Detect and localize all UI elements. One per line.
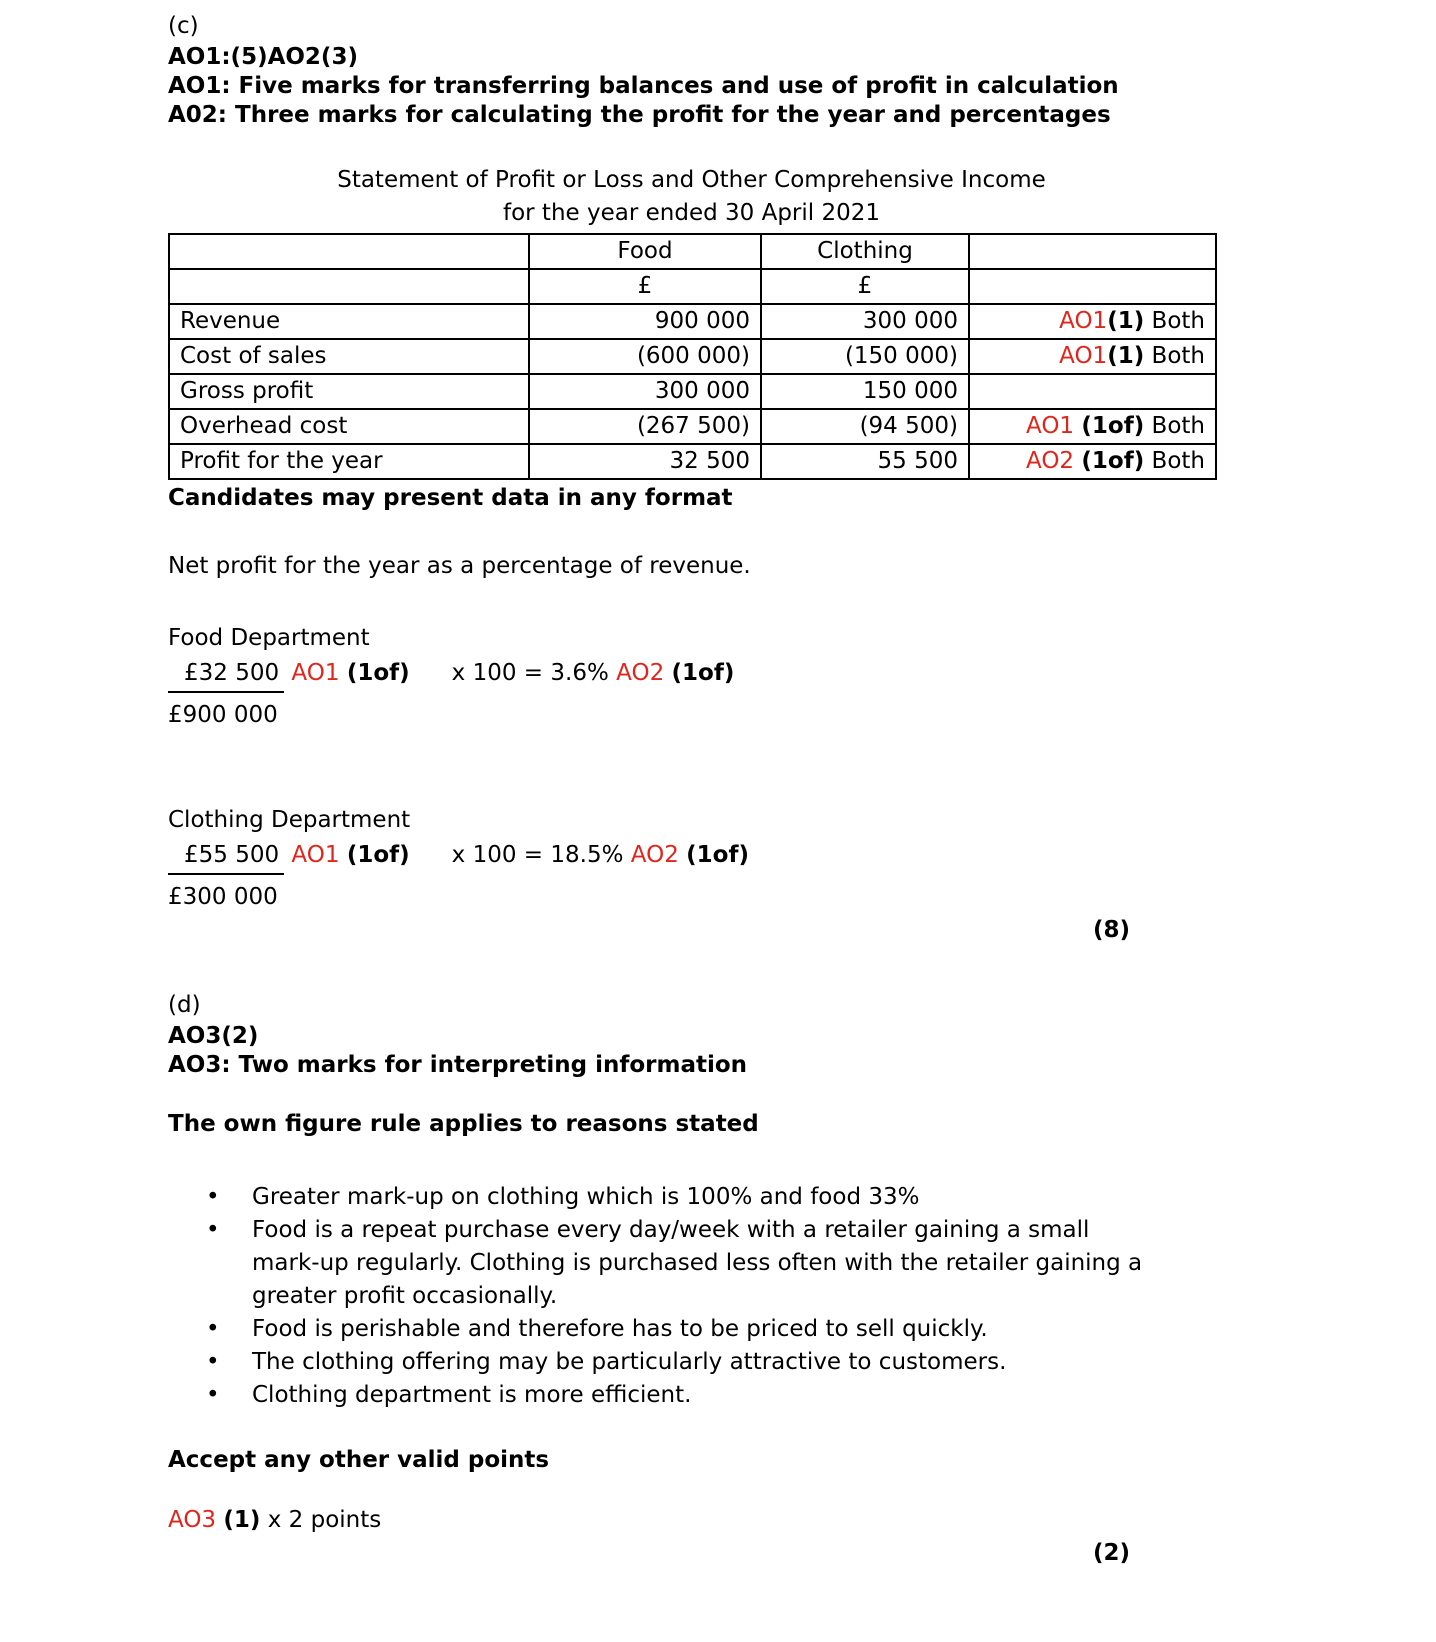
mark-ao: AO1 [1059, 343, 1108, 369]
row-label: Overhead cost [169, 409, 529, 444]
clothing-department-heading: Clothing Department [168, 807, 411, 833]
food-value: (267 500) [529, 409, 761, 444]
statement-title-block [168, 164, 1215, 230]
empty-cell [969, 234, 1216, 269]
food-value: 900 000 [529, 304, 761, 339]
mark-note: Both [1144, 343, 1205, 369]
section-c-ao-header: AO1:(5)AO2(3) [168, 44, 358, 70]
food-calculation-line [168, 657, 1215, 693]
profit-loss-table [168, 233, 1217, 480]
food-currency-symbol: £ [529, 269, 761, 304]
table-row-overhead-cost [169, 409, 1216, 444]
food-value: (600 000) [529, 339, 761, 374]
clothing-denominator: £300 000 [168, 884, 278, 910]
clothing-ao1-mark: (1of) [346, 842, 410, 868]
clothing-value: (150 000) [761, 339, 969, 374]
ao3-award-line [168, 1504, 1215, 1537]
list-item: • Food is perishable and therefore has to be priced to sell quickly. [168, 1313, 1158, 1346]
food-ao1-mark: (1of) [346, 660, 410, 686]
mark-note: Both [1144, 448, 1205, 474]
mark-cell [969, 339, 1216, 374]
empty-cell [169, 269, 529, 304]
section-c-label: (c) [168, 13, 199, 39]
list-item: • Clothing department is more efficient. [168, 1379, 1158, 1412]
currency-row [169, 269, 1216, 304]
mark-value: (1) [1107, 343, 1145, 369]
food-column-header: Food [529, 234, 761, 269]
food-expression: x 100 = 3.6% [451, 660, 617, 686]
row-label: Profit for the year [169, 444, 529, 479]
section-d-label: (d) [168, 992, 201, 1018]
list-item: • The clothing offering may be particularly attractive to customers. [168, 1346, 1158, 1379]
list-item: • Greater mark-up on clothing which is 100% and food 33% [168, 1181, 1158, 1214]
clothing-value: 55 500 [761, 444, 969, 479]
accept-note: Accept any other valid points [168, 1447, 550, 1473]
food-ao2-mark: (1of) [671, 660, 735, 686]
section-d-ao3-desc: AO3: Two marks for interpreting information [168, 1052, 748, 1078]
award-rest: x 2 points [260, 1507, 382, 1533]
row-label: Revenue [169, 304, 529, 339]
clothing-value: 150 000 [761, 374, 969, 409]
food-value: 32 500 [529, 444, 761, 479]
award-ao: AO3 [168, 1507, 224, 1533]
mark-value: (1of) [1081, 413, 1145, 439]
mark-ao: AO2 [1026, 448, 1082, 474]
mark-value: (1) [1107, 308, 1145, 334]
food-value: 300 000 [529, 374, 761, 409]
clothing-ao2-mark: (1of) [686, 842, 749, 868]
mark-cell [969, 374, 1216, 409]
section-c-marks: (8) [1092, 917, 1130, 943]
food-department-heading: Food Department [168, 625, 370, 651]
mark-note: Both [1144, 308, 1205, 334]
mark-note: Both [1144, 413, 1205, 439]
clothing-currency-symbol: £ [761, 269, 969, 304]
award-mark: (1) [223, 1507, 261, 1533]
section-c-ao2-desc: A02: Three marks for calculating the profit for the year and percentages [168, 102, 1111, 128]
food-denominator: £900 000 [168, 702, 278, 728]
candidates-note: Candidates may present data in any format [168, 485, 733, 511]
mark-ao: AO1 [1026, 413, 1082, 439]
row-label: Gross profit [169, 374, 529, 409]
food-numerator: £32 500 [168, 657, 284, 693]
empty-cell [169, 234, 529, 269]
mark-value: (1of) [1081, 448, 1145, 474]
clothing-expression: x 100 = 18.5% [451, 842, 631, 868]
table-row-profit-for-year [169, 444, 1216, 479]
mark-cell [969, 444, 1216, 479]
clothing-column-header: Clothing [761, 234, 969, 269]
clothing-ao1: AO1 [284, 842, 347, 868]
row-label: Cost of sales [169, 339, 529, 374]
section-d-ao-header: AO3(2) [168, 1023, 259, 1049]
clothing-ao2: AO2 [630, 842, 687, 868]
statement-title: Statement of Profit or Loss and Other Comprehensive Income [337, 167, 1046, 193]
section-c-ao1-desc: AO1: Five marks for transferring balances and use of profit in calculation [168, 73, 1119, 99]
list-item: • Food is a repeat purchase every day/week with a retailer gaining a small mark-up regularly. Clothing is purchased less often with the retailer gaining a greater profit occasionally. [168, 1214, 1158, 1313]
mark-ao: AO1 [1059, 308, 1108, 334]
reasons-list [168, 1181, 1158, 1412]
clothing-numerator: £55 500 [168, 839, 284, 875]
table-header-row [169, 234, 1216, 269]
clothing-value: 300 000 [761, 304, 969, 339]
food-ao1: AO1 [284, 660, 347, 686]
table-row-revenue [169, 304, 1216, 339]
food-ao2: AO2 [616, 660, 672, 686]
table-row-gross-profit [169, 374, 1216, 409]
statement-subtitle: for the year ended 30 April 2021 [503, 200, 880, 226]
empty-cell [969, 269, 1216, 304]
mark-cell [969, 304, 1216, 339]
table-row-cost-of-sales [169, 339, 1216, 374]
own-figure-rule: The own figure rule applies to reasons stated [168, 1111, 759, 1137]
section-d-marks: (2) [1092, 1540, 1130, 1566]
net-profit-heading: Net profit for the year as a percentage of revenue. [168, 553, 751, 579]
mark-cell [969, 409, 1216, 444]
clothing-calculation-line [168, 839, 1215, 875]
clothing-value: (94 500) [761, 409, 969, 444]
